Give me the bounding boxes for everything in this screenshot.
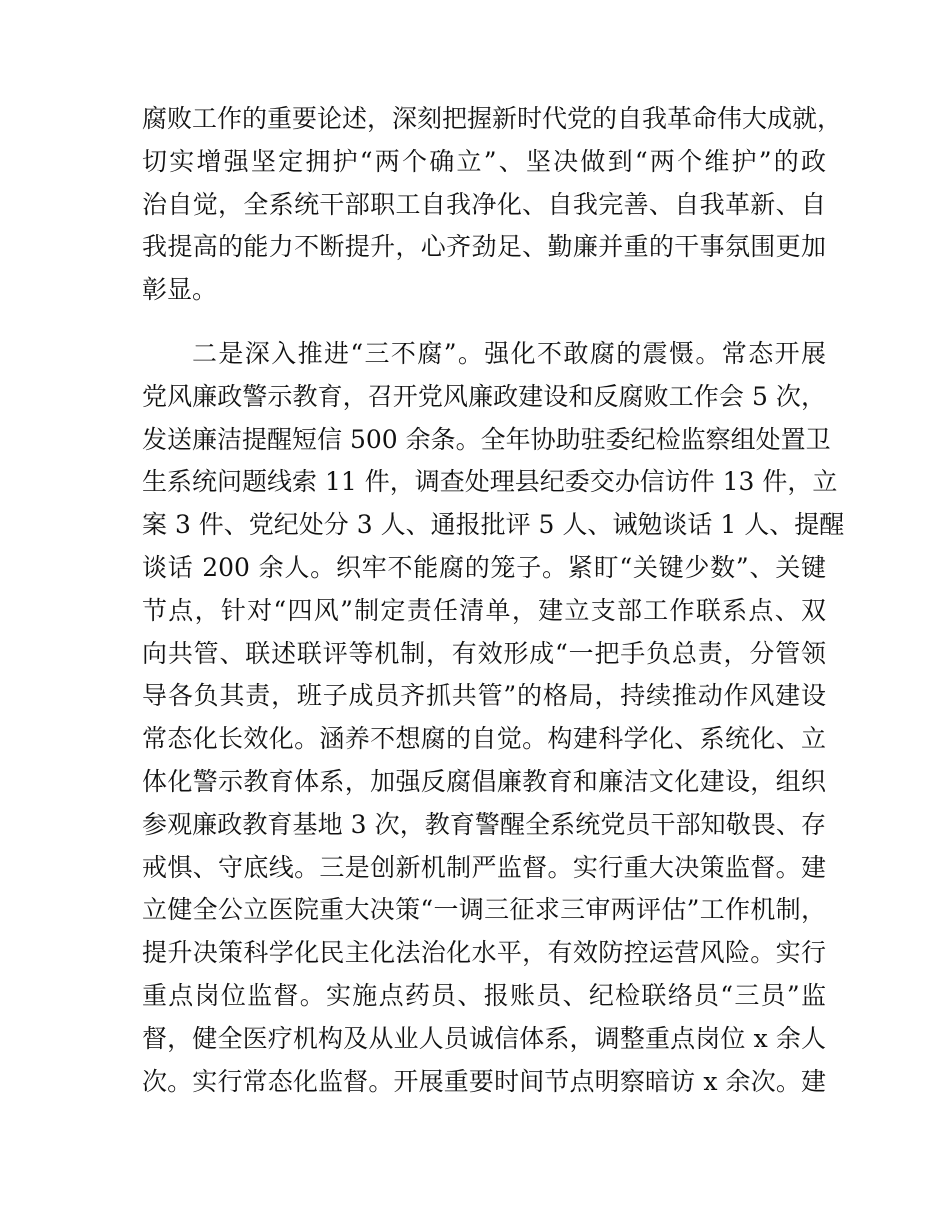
paragraph-line: 我提高的能力不断提升，心齐劲足、勤廉并重的干事氛围更加 <box>142 232 826 262</box>
paragraph-line: 切实增强坚定拥护“两个确立”、坚决做到“两个维护”的政 <box>142 146 826 176</box>
paragraph-line: 导各负其责，班子成员齐抓共管”的格局，持续推动作风建设 <box>142 681 826 711</box>
paragraph-2 <box>142 333 845 1103</box>
paragraph-line: 治自觉，全系统干部职工自我净化、自我完善、自我革新、自 <box>142 189 826 219</box>
paragraph-line: 体化警示教育体系，加强反腐倡廉教育和廉洁文化建设，组织 <box>142 766 826 796</box>
paragraph-line: 谈话 200 余人。织牢不能腐的笼子。紧盯“关键少数”、关键 <box>142 552 826 582</box>
paragraph-line: 立健全公立医院重大决策“一调三征求三审两评估”工作机制， <box>142 895 826 925</box>
paragraph-1 <box>142 98 843 312</box>
paragraph-line: 生系统问题线索 11 件，调查处理县纪委交办信访件 13 件，立 <box>142 467 838 497</box>
paragraph-line: 参观廉政教育基地 3 次，教育警醒全系统党员干部知敬畏、存 <box>142 809 826 839</box>
paragraph-line: 发送廉洁提醒短信 500 余条。全年协助驻委纪检监察组处置卫 <box>142 424 831 454</box>
paragraph-line: 案 3 件、党纪处分 3 人、通报批评 5 人、诫勉谈话 1 人、提醒 <box>142 510 845 540</box>
paragraph-line: 次。实行常态化监督。开展重要时间节点明察暗访 x 余次。建 <box>142 1066 826 1096</box>
paragraph-line: 彰显。 <box>142 275 218 305</box>
paragraph-line: 党风廉政警示教育，召开党风廉政建设和反腐败工作会 5 次， <box>142 381 826 411</box>
paragraph-line: 提升决策科学化民主化法治化水平，有效防控运营风险。实行 <box>142 938 826 968</box>
paragraph-line: 向共管、联述联评等机制，有效形成“一把手负总责，分管领 <box>142 638 826 668</box>
paragraph-line: 二是深入推进“三不腐”。强化不敢腐的震慑。常态开展 <box>192 339 826 368</box>
paragraph-line: 督，健全医疗机构及从业人员诚信体系，调整重点岗位 x 余人 <box>142 1023 826 1053</box>
paragraph-line: 戒惧、守底线。三是创新机制严监督。实行重大决策监督。建 <box>142 852 826 882</box>
paragraph-line: 常态化长效化。涵养不想腐的自觉。构建科学化、系统化、立 <box>142 724 826 754</box>
paragraph-line: 腐败工作的重要论述，深刻把握新时代党的自我革命伟大成就， <box>142 104 843 133</box>
paragraph-line: 重点岗位监督。实施点药员、报账员、纪检联络员“三员”监 <box>142 980 826 1010</box>
paragraph-line: 节点，针对“四风”制定责任清单，建立支部工作联系点、双 <box>142 595 826 625</box>
